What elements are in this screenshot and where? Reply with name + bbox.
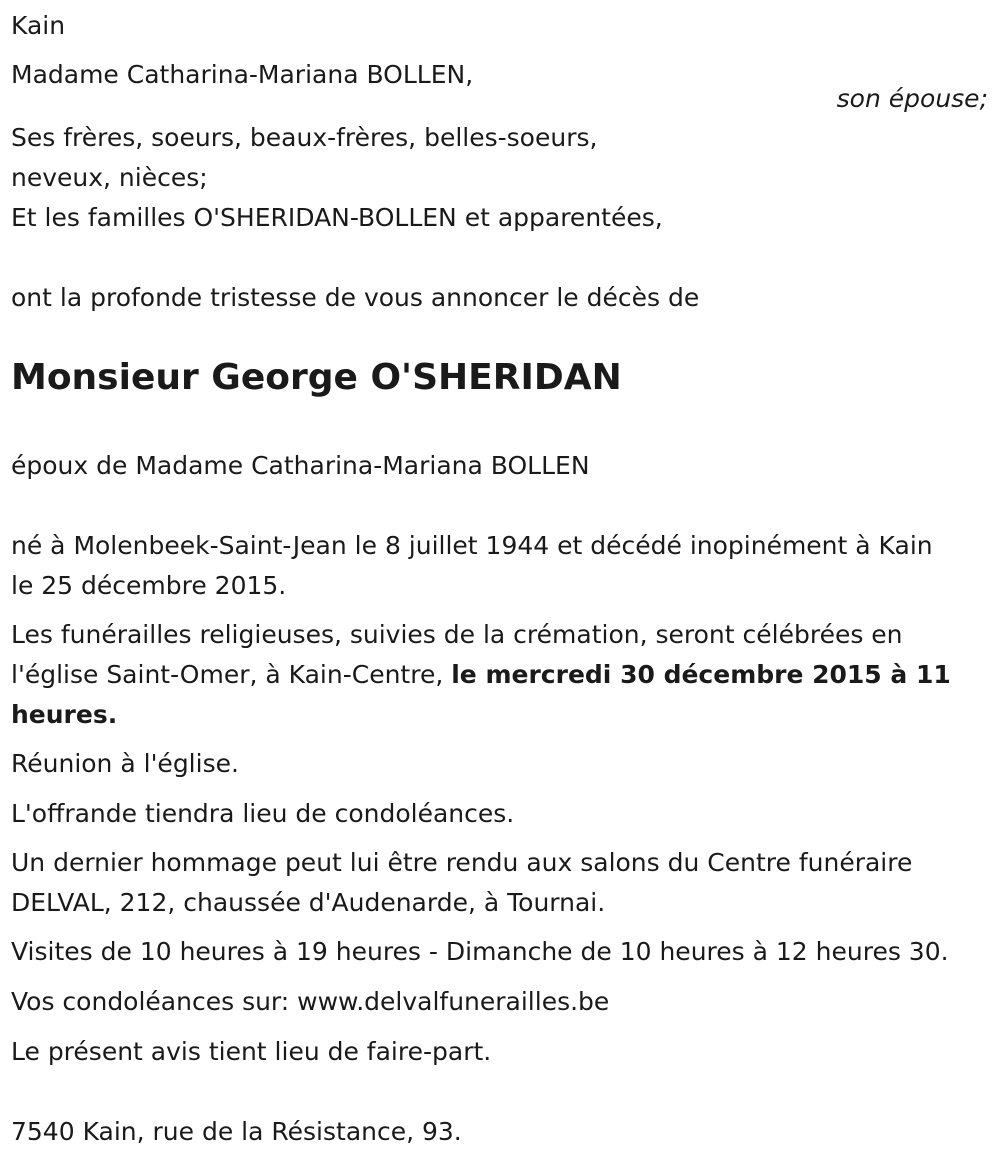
funeral-line-1: Les funérailles religieuses, suivies de la crémation, seront célébrées en <box>11 620 903 649</box>
address-text: 7540 Kain, rue de la Résistance, 93. <box>11 1117 462 1146</box>
meeting-text: Réunion à l'église. <box>11 749 239 778</box>
condolences-text: Vos condoléances sur: www.delvalfunerailles.be <box>11 987 610 1016</box>
birth-death-line-2: le 25 décembre 2015. <box>11 571 287 600</box>
spouse-name: Madame Catharina-Mariana BOLLEN, <box>11 60 474 89</box>
birth-death-line-1: né à Molenbeek-Saint-Jean le 8 juillet 1944 et décédé inopinément à Kain <box>11 531 933 560</box>
funeral-date: le mercredi 30 décembre 2015 à 11 <box>451 660 951 689</box>
homage-line-1: Un dernier hommage peut lui être rendu aux salons du Centre funéraire <box>11 848 913 877</box>
location-text: Kain <box>11 11 66 40</box>
announcement-text: ont la profonde tristesse de vous annoncer le décès de <box>11 283 700 312</box>
visits-text: Visites de 10 heures à 19 heures - Dimanche de 10 heures à 12 heures 30. <box>11 937 949 966</box>
spouse-role: son épouse; <box>836 84 988 113</box>
funeral-line-2 <box>11 655 986 695</box>
deceased-name: Monsieur George O'SHERIDAN <box>11 357 622 398</box>
homage-line-2: DELVAL, 212, chaussée d'Audenarde, à Tournai. <box>11 888 606 917</box>
spouse-of-text: époux de Madame Catharina-Mariana BOLLEN <box>11 451 590 480</box>
family-line-1: Ses frères, soeurs, beaux-frères, belles-soeurs, <box>11 123 598 152</box>
family-line-2: neveux, nièces; <box>11 163 208 192</box>
family-line-3: Et les familles O'SHERIDAN-BOLLEN et apparentées, <box>11 203 663 232</box>
notice-text: Le présent avis tient lieu de faire-part. <box>11 1037 492 1066</box>
offering-text: L'offrande tiendra lieu de condoléances. <box>11 799 515 828</box>
funeral-location: l'église Saint-Omer, à Kain-Centre, <box>11 660 452 689</box>
funeral-time: heures. <box>11 700 118 729</box>
